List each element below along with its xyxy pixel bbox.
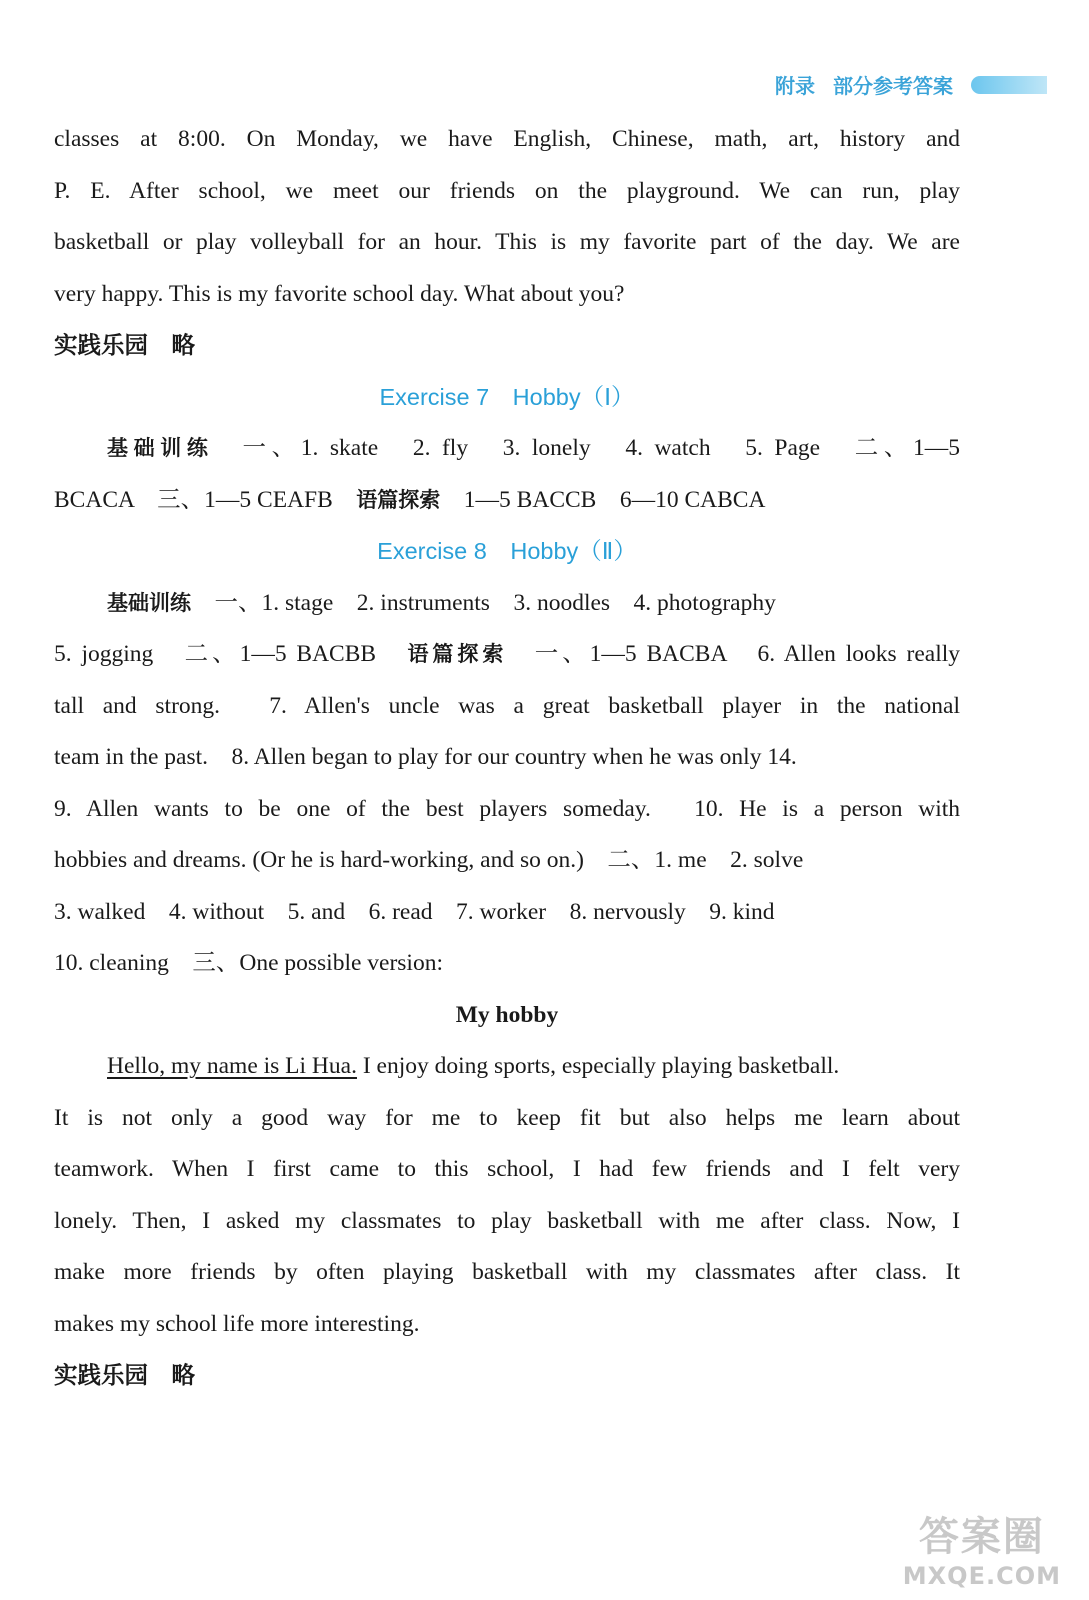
practice-note: 实践乐园 略 xyxy=(54,331,195,359)
exercise-8-line: 9. Allen wants to be one of the best players someday. 10. He is a person with xyxy=(54,795,960,822)
exercise-8-line: team in the past. 8. Allen began to play for our country when he was only 14. xyxy=(54,744,797,770)
header-answers: 部分参考答案 xyxy=(833,74,953,98)
header-appendix: 附录 xyxy=(775,74,815,98)
watermark-text: 答案圈 xyxy=(918,1514,1045,1560)
exercise-8-line xyxy=(54,578,960,630)
section-label-basic: 基础训练 xyxy=(107,436,214,460)
essay-line: make more friends by often playing basketball with my classmates after class. It xyxy=(54,1259,960,1285)
answers: 5. jogging 二、1—5 BACBB xyxy=(54,641,408,667)
practice-note: 实践乐园 略 xyxy=(54,1361,195,1389)
answers: 一、1. skate 2. fly 3. lonely 4. watch 5. Page 二、1—5 xyxy=(213,435,961,461)
answers: 一、1. stage 2. instruments 3. noodles 4. photography xyxy=(191,589,776,616)
exercise-7-line xyxy=(54,423,960,475)
exercise-7-line xyxy=(54,475,960,527)
answers: BCACA 三、1—5 CEAFB xyxy=(54,486,357,513)
exercise-8-line: tall and strong. 7. Allen's uncle was a great basketball player in the national xyxy=(54,692,960,719)
section-label-basic: 基础训练 xyxy=(107,590,191,615)
text-line: very happy. This is my favorite school day. What about you? xyxy=(54,280,625,307)
section-label-reading: 语篇探索 xyxy=(356,487,441,512)
answers: 一、1—5 BACBA 6. Allen looks really xyxy=(507,641,960,667)
exercise-8-line: hobbies and dreams. (Or he is hard-working, and so on.) 二、1. me 2. solve xyxy=(54,847,804,873)
essay-line: makes my school life more interesting. xyxy=(54,1310,420,1337)
essay-text: I enjoy doing sports, especially playing basketball. xyxy=(356,1053,840,1079)
text-line: P. E. After school, we meet our friends on the playground. We can run, play xyxy=(54,177,960,204)
essay-line: lonely. Then, I asked my classmates to play basketball with me after class. Now, I xyxy=(54,1207,960,1234)
text-line: basketball or play volleyball for an hour. This is my favorite part of the day. We are xyxy=(54,229,960,255)
section-label-reading: 语篇探索 xyxy=(407,642,508,666)
essay-line: It is not only a good way for me to keep fit but also helps me learn about xyxy=(54,1104,960,1131)
page-header xyxy=(775,70,1047,99)
exercise-8-title: Exercise 8 Hobby（Ⅱ） xyxy=(377,538,637,564)
essay-line: teamwork. When I first came to this school, I had few friends and I felt very xyxy=(54,1156,960,1182)
essay-line xyxy=(54,1041,960,1093)
watermark-logo xyxy=(903,1505,1061,1590)
text-line: classes at 8:00. On Monday, we have English, Chinese, math, art, history and xyxy=(54,126,960,152)
exercise-8-line: 10. cleaning 三、One possible version: xyxy=(54,950,443,976)
essay-title: My hobby xyxy=(455,1001,559,1028)
header-decoration-bar xyxy=(971,76,1047,94)
exercise-8-line: 3. walked 4. without 5. and 6. read 7. worker 8. nervously 9. kind xyxy=(54,898,775,925)
answer-content xyxy=(54,114,960,1402)
answers: 1—5 BACCB 6—10 CABCA xyxy=(440,486,766,513)
exercise-8-line xyxy=(54,629,960,681)
watermark-url: MXQE.COM xyxy=(902,1562,1061,1590)
exercise-7-title: Exercise 7 Hobby（Ⅰ） xyxy=(379,383,635,410)
essay-opening-underlined: Hello, my name is Li Hua. xyxy=(107,1053,357,1079)
